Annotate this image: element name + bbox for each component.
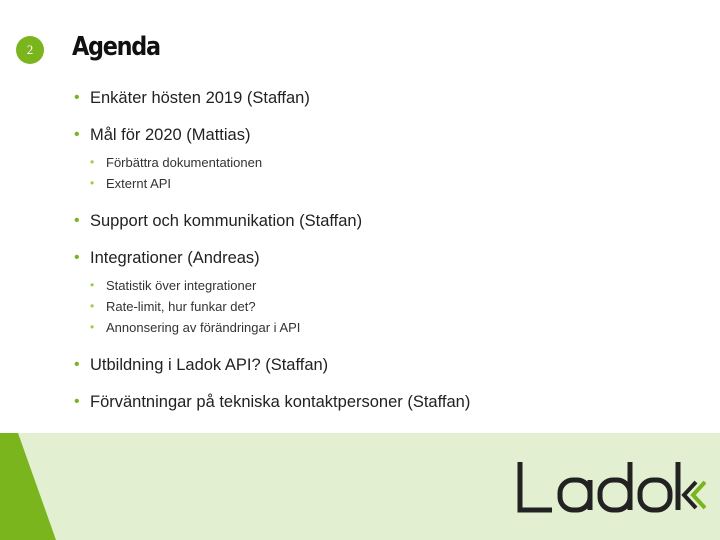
agenda-item: • Mål för 2020 (Mattias)	[72, 125, 692, 145]
agenda-item: • Integrationer (Andreas)	[72, 248, 692, 268]
agenda-subitem: • Statistik över integrationer	[90, 275, 692, 296]
slide-number-badge: 2	[16, 36, 44, 64]
agenda-sublist	[72, 275, 692, 338]
agenda-subitem: • Annonsering av förändringar i API	[90, 317, 692, 338]
agenda-item: • Utbildning i Ladok API? (Staffan)	[72, 355, 692, 375]
ladok-logo	[514, 458, 706, 525]
agenda-subitem: • Förbättra dokumentationen	[90, 152, 692, 173]
slide-title: Agenda	[72, 32, 160, 62]
agenda-item: • Support och kommunikation (Staffan)	[72, 211, 692, 231]
agenda-subitem: • Rate-limit, hur funkar det?	[90, 296, 692, 317]
agenda-subitem: • Externt API	[90, 173, 692, 194]
agenda-item: • Enkäter hösten 2019 (Staffan)	[72, 88, 692, 108]
agenda-item: • Förväntningar på tekniska kontaktpersoner (Staffan)	[72, 392, 692, 412]
agenda-sublist	[72, 152, 692, 194]
agenda-list	[72, 88, 692, 429]
ladok-logo-icon	[514, 458, 706, 520]
